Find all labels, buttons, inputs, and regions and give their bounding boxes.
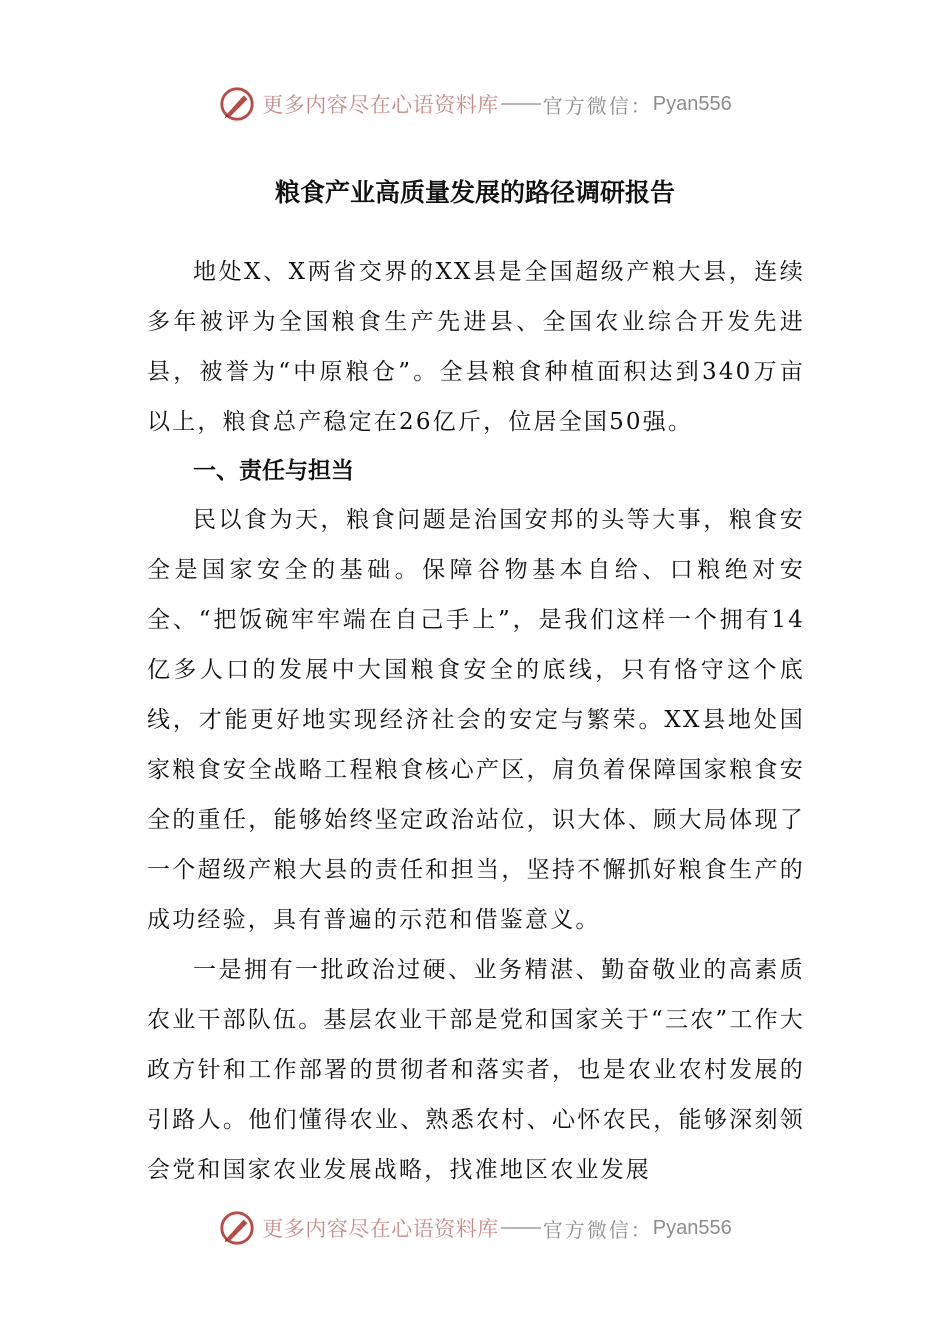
section-heading: 一、责任与担当 [193,458,354,484]
document-body [147,247,805,1195]
section-paragraph: 民以食为天，粮食问题是治国安邦的头等大事，粮食安全是国家安全的基础。保障谷物基本自给、口粮绝对安全、“把饭碗牢牢端在自己手上”，是我们这样一个拥有14亿多人口的发展中大国粮食安全的底线，只有恪守这个底线，才能更好地实现经济社会的安定与繁荣。XX县地处国家粮食安全战略工程粮食核心产区，肩负着保障国家粮食安全的重任，能够始终坚定政治站位，识大体、顾大局体现了一个超级产粮大县的责任和担当，坚持不懈抓好粮食生产的成功经验，具有普遍的示范和借鉴意义。 [147,507,805,933]
banner-dash [501,103,541,105]
document-title: 粮食产业高质量发展的路径调研报告 [274,178,675,207]
banner-official-label: 官方微信： [542,93,653,118]
banner-dash [501,1227,541,1229]
pen-circle-logo-icon [218,85,256,123]
banner-brand-text: 更多内容尽在心语资料库 [262,1217,499,1241]
banner-wechat-id: Pyan556 [652,92,732,115]
pen-circle-logo-icon [218,1209,256,1247]
banner-brand-text: 更多内容尽在心语资料库 [262,93,499,117]
section-paragraph: 一是拥有一批政治过硬、业务精湛、勤奋敬业的高素质农业干部队伍。基层农业干部是党和国家关于“三农”工作大政方针和工作部署的贯彻者和落实者，也是农业农村发展的引路人。他们懂得农业、熟悉农村、心怀农民，能够深刻领会党和国家农业发展战略，找准地区农业发展 [147,957,805,1183]
intro-paragraph: 地处X、X两省交界的XX县是全国超级产粮大县，连续多年被评为全国粮食生产先进县、全国农业综合开发先进县，被誉为“中原粮仓”。全县粮食种植面积达到340万亩以上，粮食总产稳定在26亿斤，位居全国50强。 [147,259,805,435]
footer-watermark-banner [0,1208,950,1248]
banner-wechat-id: Pyan556 [652,1216,732,1239]
header-watermark-banner [0,84,950,124]
banner-official-label: 官方微信： [542,1217,653,1242]
